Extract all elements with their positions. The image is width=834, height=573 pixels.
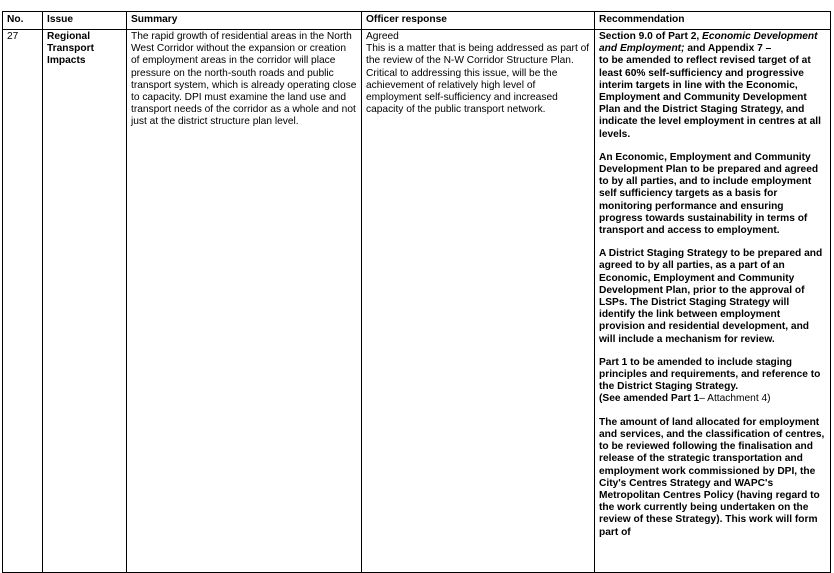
recommendation-paragraph-1 xyxy=(599,31,826,141)
recommendation-paragraph-2: An Economic, Employment and Community Development Plan to be prepared and agreed to by all parties, and to include employment self sufficiency targets as a basis for monitoring performance and ensuring progress towards sustainability in terms of transport and access to employment. xyxy=(599,151,819,237)
rec-p4-main: Part 1 to be amended to include staging principles and requirements, and reference to the District Staging Strategy. xyxy=(599,356,821,393)
cell-summary: The rapid growth of residential areas in the North West Corridor without the expansion or creation of employment areas in the corridor will place pressure on the north-south roads and public transport system, which is already operating close to capacity. DPI must examine the land use and transport needs of the corridor as a whole and not just at the district structure plan level. xyxy=(127,30,362,573)
rec-p1-rest: to be amended to reflect revised target of at least 60% self-sufficiency and progressive interim targets in line with the Economic, Employment and Community Development Plan and the District Staging Strategy, and indicate the level employment in centres at all levels. xyxy=(599,55,821,140)
recommendation-paragraph-4 xyxy=(599,357,826,406)
table-row xyxy=(3,30,831,573)
rec-p1-italic: Economic Development and Employment; xyxy=(599,31,818,55)
officer-text: This is a matter that is being addressed as part of the review of the N-W Corridor Structure Plan. Critical to addressing this issue, will be the achievement of relatively high level of employment self-sufficiency and increased capacity of the public transport network. xyxy=(366,43,590,116)
rec-p1-lead: Section 9.0 of Part 2, xyxy=(599,31,703,42)
rec-p4-tail-normal: – Attachment 4) xyxy=(699,393,771,405)
header-issue: Issue xyxy=(43,12,127,30)
officer-status: Agreed xyxy=(366,31,399,42)
rec-p4-tail-bold: (See amended Part 1 xyxy=(599,393,700,405)
header-no: No. xyxy=(3,12,43,30)
header-row xyxy=(3,12,831,30)
header-summary: Summary xyxy=(127,12,362,30)
header-recommendation: Recommendation xyxy=(595,12,831,30)
header-officer-response: Officer response xyxy=(362,12,595,30)
cell-officer-response xyxy=(362,30,595,573)
cell-number: 27 xyxy=(3,30,43,573)
submissions-table xyxy=(2,11,831,573)
recommendation-paragraph-3: A District Staging Strategy to be prepared and agreed to by all parties, as a part of an Economic, Employment and Community Development Plan, prior to the approval of LSPs. The District Staging Strategy will identify the link between employment provision and residential development, and will include a mechanism for review. xyxy=(599,248,823,345)
recommendation-paragraph-5: The amount of land allocated for employment and services, and the classification of centres, to be reviewed following the finalisation and release of the strategic transportation and employment work commissioned by DPI, the City's Centres Strategy and WAPC's Metropolitan Centres Policy (having regard to the work currently being undertaken on the review of these Strategy). This work will form part of xyxy=(599,416,825,538)
cell-issue: Regional Transport Impacts xyxy=(43,30,127,573)
rec-p1-mid: and Appendix 7 – xyxy=(684,43,772,55)
cell-recommendation xyxy=(595,30,831,573)
